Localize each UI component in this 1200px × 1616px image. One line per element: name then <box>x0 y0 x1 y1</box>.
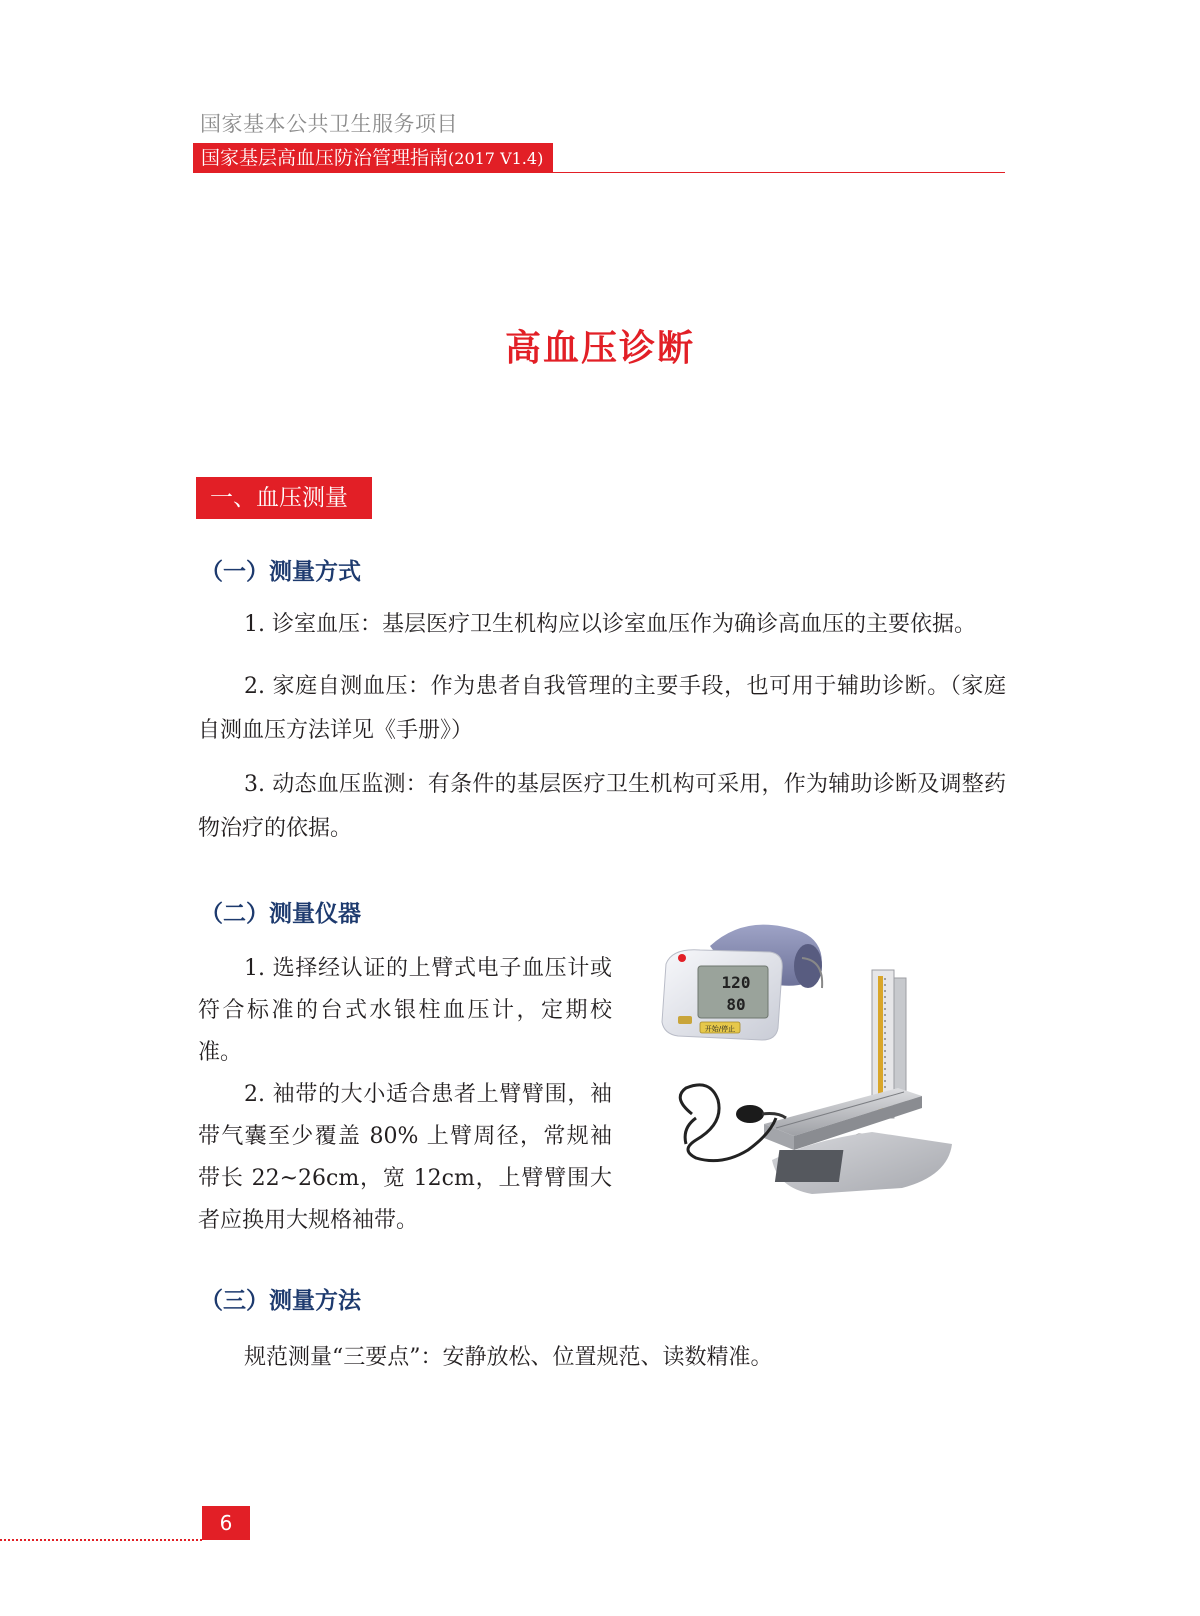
paragraph-three-points: 规范测量“三要点”：安静放松、位置规范、读数精准。 <box>244 1345 773 1370</box>
header-rule <box>193 172 1005 173</box>
subheading-measurement-mode: （一）测量方式 <box>200 559 361 585</box>
bp-devices-svg <box>652 918 992 1208</box>
monitor-dia-readout: 80 <box>726 995 746 1014</box>
mercury-sphygmomanometer <box>764 970 922 1150</box>
section-tag: 一、血压测量 <box>196 477 372 519</box>
series-title: 国家基本公共卫生服务项目 <box>200 112 458 136</box>
guide-title-bar <box>193 143 553 173</box>
paragraph-ambulatory-bp: 3. 动态血压监测：有条件的基层医疗卫生机构可采用，作为辅助诊断及调整药物治疗的依据。 <box>198 772 1006 841</box>
subheading-method: （三）测量方法 <box>200 1288 361 1314</box>
paragraph-cuff-size: 2. 袖带的大小适合患者上臂臂围，袖带气囊至少覆盖 80% 上臂周径，常规袖带长 22~26cm，宽 12cm，上臂臂围大者应换用大规格袖带。 <box>198 1082 612 1233</box>
electronic-monitor <box>662 950 782 1040</box>
paragraph-office-bp: 1. 诊室血压：基层医疗卫生机构应以诊室血压作为确诊高血压的主要依据。 <box>244 612 976 637</box>
page-number: 6 <box>202 1506 250 1540</box>
guide-title: 国家基层高血压防治管理指南 <box>201 147 449 169</box>
stethoscope <box>680 1085 776 1161</box>
bp-devices-illustration <box>652 918 992 1208</box>
guide-version: (2017 V1.4) <box>448 149 544 168</box>
page-title: 高血压诊断 <box>504 327 695 369</box>
monitor-button-label: 开始/停止 <box>704 1025 736 1033</box>
paragraph-home-bp: 2. 家庭自测血压：作为患者自我管理的主要手段，也可用于辅助诊断。（家庭自测血压方法详见《手册》） <box>198 674 1006 743</box>
paragraph-device-choice: 1. 选择经认证的上臂式电子血压计或符合标准的台式水银柱血压计，定期校准。 <box>198 956 612 1065</box>
footer-dotted-rule <box>0 1539 202 1541</box>
subheading-instruments: （二）测量仪器 <box>200 901 361 927</box>
monitor-sys-readout: 120 <box>721 973 751 992</box>
